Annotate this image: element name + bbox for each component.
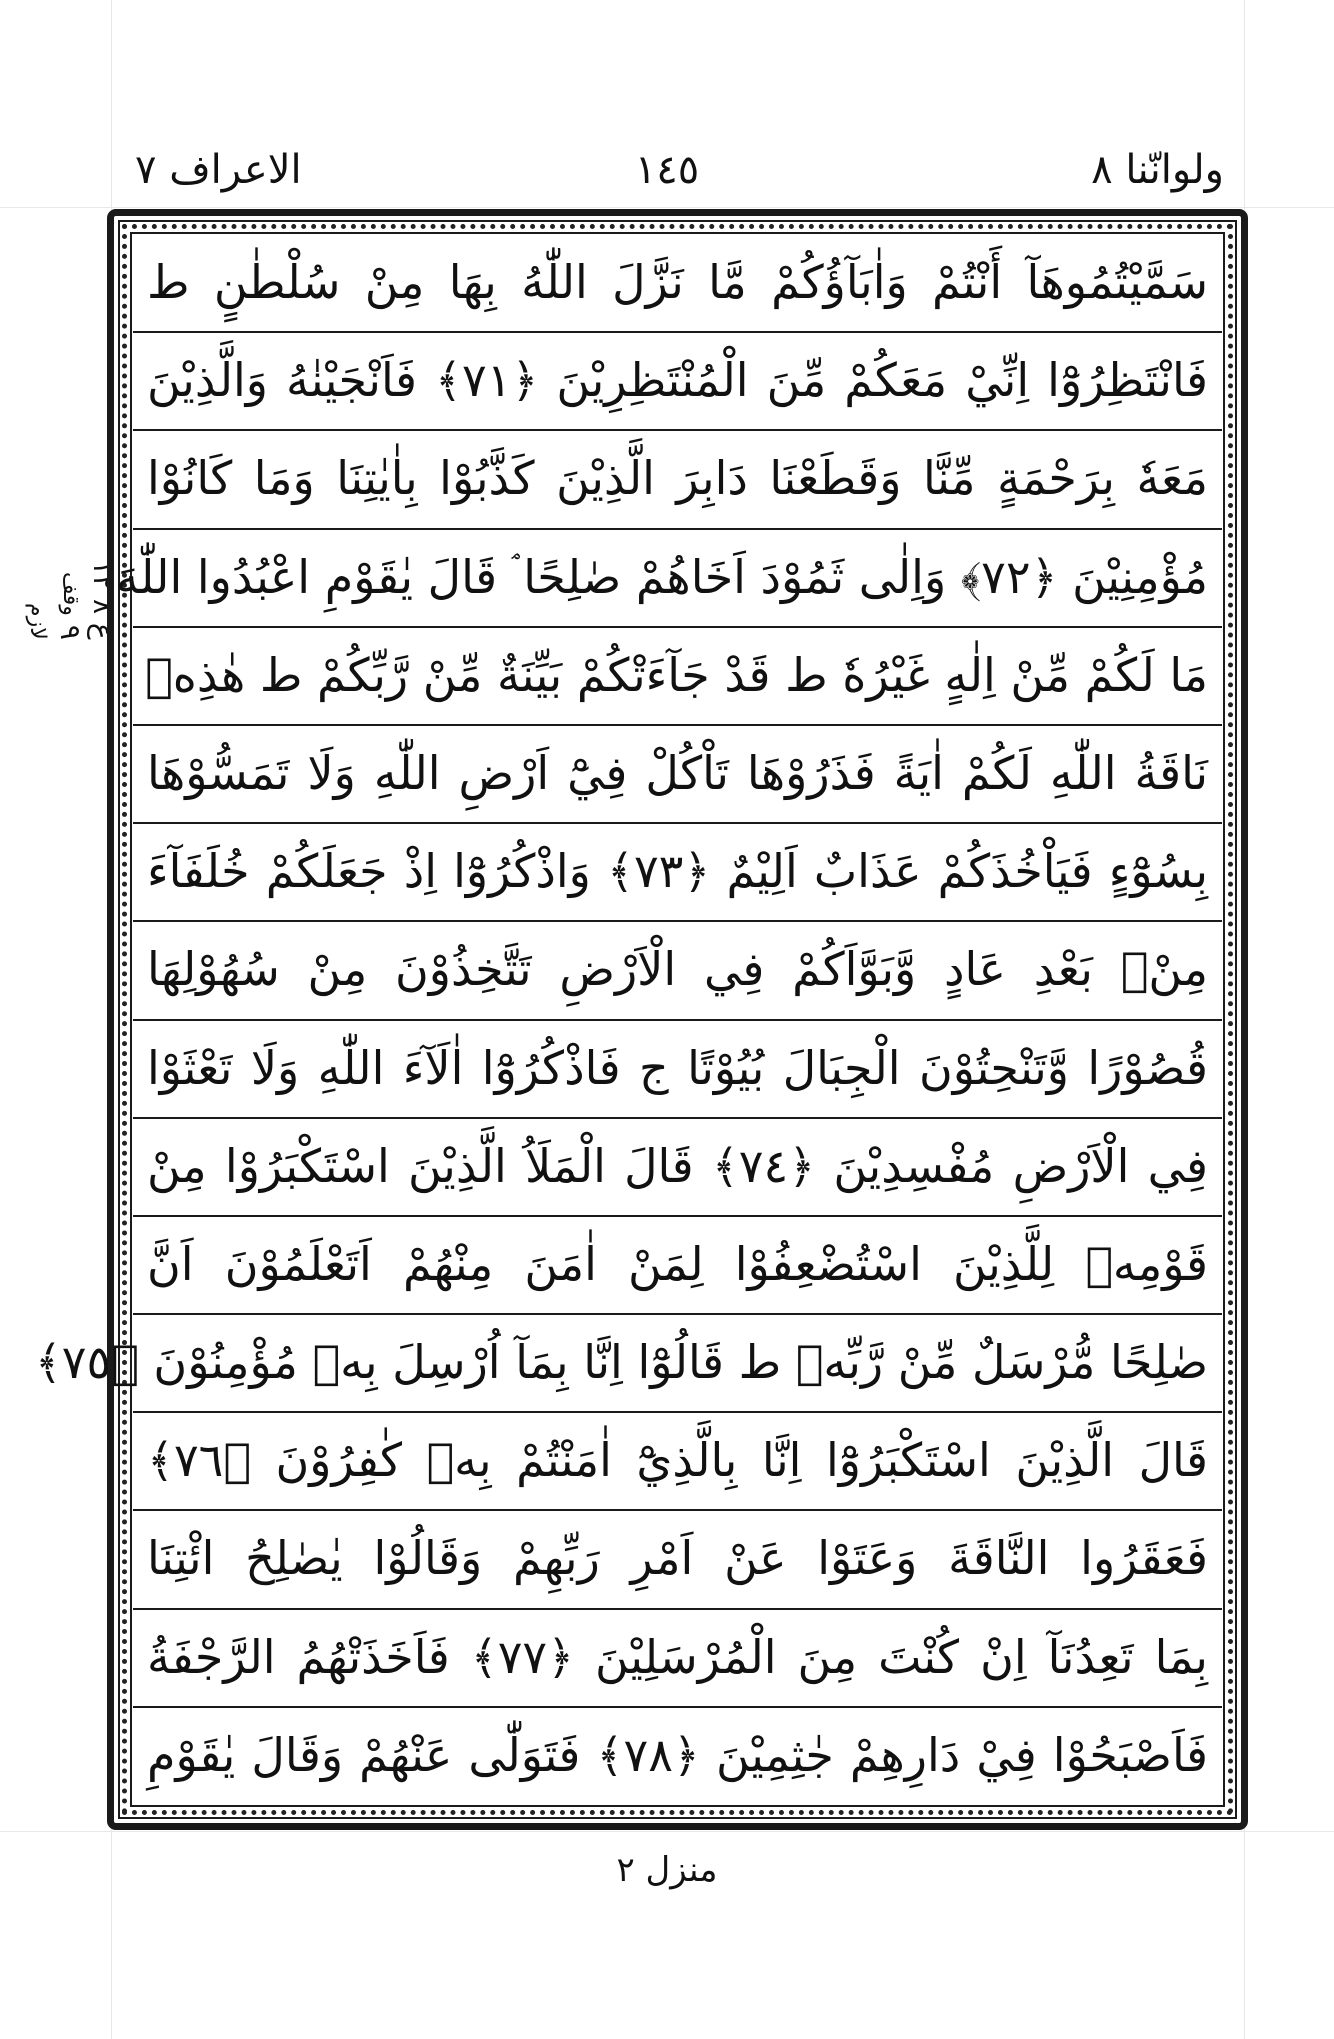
verse-line: فَاَصْبَحُوْا فِيْ دَارِهِمْ جٰثِمِيْنَ ﴿٧٨﴾ فَتَوَلّٰى عَنْهُمْ وَقَالَ يٰقَوْمِ xyxy=(147,1727,1208,1782)
page-guide-top xyxy=(0,207,1334,208)
verse-line: مَعَهٗ بِرَحْمَةٍ مِّنَّا وَقَطَعْنَا دَابِرَ الَّذِيْنَ كَذَّبُوْا بِاٰيٰتِنَا وَمَا كَانُوْا xyxy=(133,431,1222,529)
ruku-marker: ع ٨ ١٢ ٩ xyxy=(54,560,120,640)
verse-line: مِنْۢ بَعْدِ عَادٍ وَّبَوَّاَكُمْ فِي الْاَرْضِ تَتَّخِذُوْنَ مِنْ سُهُوْلِهَا xyxy=(133,922,1222,1020)
verse-line: قَالَ الَّذِيْنَ اسْتَكْبَرُوْٓا اِنَّا بِالَّذِيْٓ اٰمَنْتُمْ بِهٖ كٰفِرُوْنَ ﴿٧٦﴾ xyxy=(133,1413,1222,1511)
verse-line: مَا لَكُمْ مِّنْ اِلٰهٍ غَيْرُهٗ ط قَدْ جَآءَتْكُمْ بَيِّنَةٌ مِّنْ رَّبِّكُمْ ط هٰذِهٖ xyxy=(133,628,1222,726)
verse-line: صٰلِحًا مُّرْسَلٌ مِّنْ رَّبِّهٖ ط قَالُوْٓا اِنَّا بِمَآ اُرْسِلَ بِهٖ مُؤْمِنُوْنَ ﴿٧٥﴾ xyxy=(133,1315,1222,1413)
page-number: ١٤٥ xyxy=(634,147,700,193)
verse-line: فِي الْاَرْضِ مُفْسِدِيْنَ ﴿٧٤﴾ قَالَ الْمَلَاُ الَّذِيْنَ اسْتَكْبَرُوْا مِنْ xyxy=(133,1119,1222,1217)
page-guide-bottom xyxy=(0,1831,1334,1832)
manzil-footer: منزل ٢ xyxy=(616,1850,718,1890)
verse-line: فَعَقَرُوا النَّاقَةَ وَعَتَوْا عَنْ اَمْرِ رَبِّهِمْ وَقَالُوْا يٰصٰلِحُ ائْتِنَا xyxy=(133,1511,1222,1609)
verse-line: فَانْتَظِرُوْٓا اِنِّيْ مَعَكُمْ مِّنَ الْمُنْتَظِرِيْنَ ﴿٧١﴾ فَاَنْجَيْنٰهُ وَالَّذِيْنَ xyxy=(133,333,1222,431)
waqf-lazim-note: وقف لازم xyxy=(25,572,83,640)
verse-line: بِسُوْٓءٍ فَيَاْخُذَكُمْ عَذَابٌ اَلِيْمٌ ﴿٧٣﴾ وَاذْكُرُوْٓا اِذْ جَعَلَكُمْ خُلَفَآءَ xyxy=(133,824,1222,922)
verse-line: نَاقَةُ اللّٰهِ لَكُمْ اٰيَةً فَذَرُوْهَا تَاْكُلْ فِيْٓ اَرْضِ اللّٰهِ وَلَا تَمَسُّوْهَا xyxy=(133,726,1222,824)
verse-line: مُؤْمِنِيْنَ ﴿٧٢﴾ وَاِلٰى ثَمُوْدَ اَخَاهُمْ صٰلِحًا ۘ قَالَ يٰقَوْمِ اعْبُدُوا اللّٰهَ xyxy=(133,530,1222,628)
juz-name: ولوانّنا ٨ xyxy=(1091,147,1224,193)
verse-line: بِمَا تَعِدُنَآ اِنْ كُنْتَ مِنَ الْمُرْسَلِيْنَ ﴿٧٧﴾ فَاَخَذَتْهُمُ الرَّجْفَةُ xyxy=(133,1610,1222,1708)
verse-line: قَوْمِهٖ لِلَّذِيْنَ اسْتُضْعِفُوْا لِمَنْ اٰمَنَ مِنْهُمْ اَتَعْلَمُوْنَ اَنَّ xyxy=(133,1217,1222,1315)
verse-line: سَمَّيْتُمُوهَآ أَنْتُمْ وَاٰبَآؤُكُمْ مَّا نَزَّلَ اللّٰهُ بِهَا مِنْ سُلْطٰنٍ ط xyxy=(133,235,1222,333)
margin-note xyxy=(10,540,120,640)
verse-line: قُصُوْرًا وَّتَنْحِتُوْنَ الْجِبَالَ بُيُوْتًا ج فَاذْكُرُوْٓا اٰلَآءَ اللّٰهِ وَلَا تَعْثَوْا xyxy=(133,1021,1222,1119)
surah-name: الاعراف ٧ xyxy=(135,147,302,193)
